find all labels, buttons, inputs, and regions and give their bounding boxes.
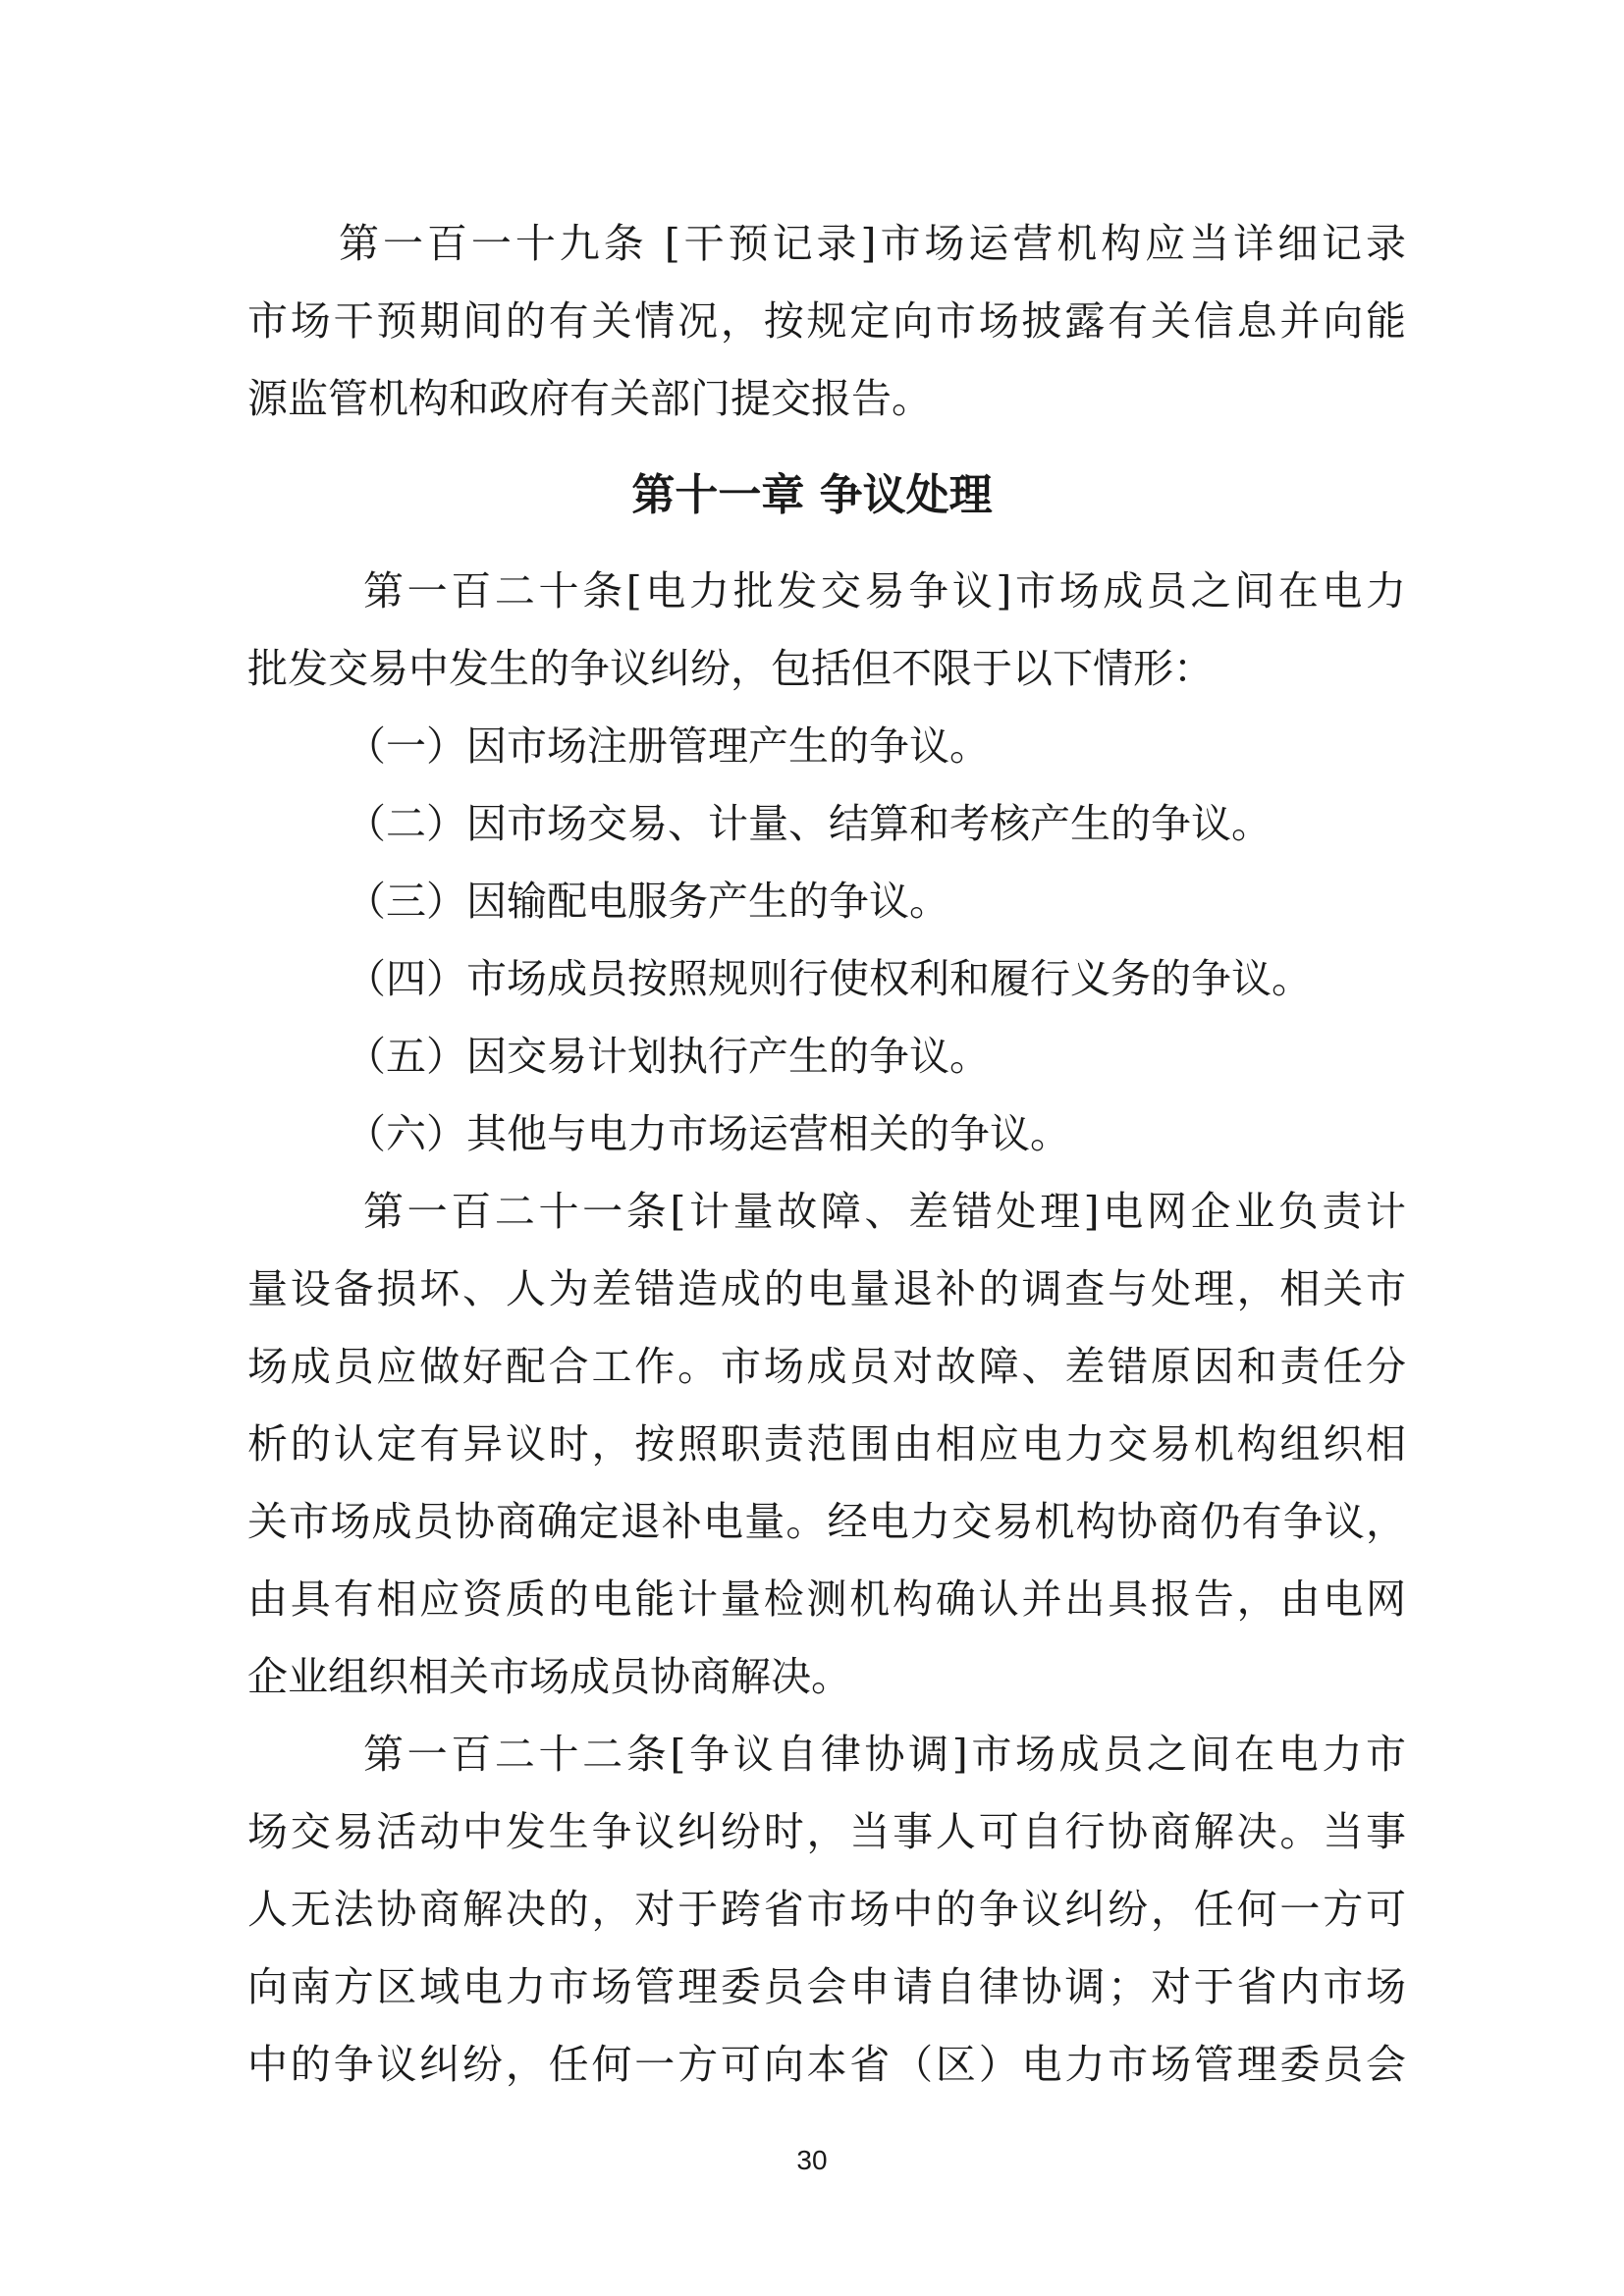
article-121-line-6: 由具有相应资质的电能计量检测机构确认并出具报告，由电网 [247,1575,1406,1623]
chapter-heading: 第十一章 争议处理 [631,470,993,520]
article-122-line-1: 第一百二十二条[争议自律协调]市场成员之间在电力市 [363,1731,1406,1778]
article-119-line-2: 市场干预期间的有关情况，按规定向市场披露有关信息并向能 [247,297,1406,345]
article-122-line-4: 向南方区域电力市场管理委员会申请自律协调；对于省内市场 [247,1963,1406,2010]
article-120-item-1: （一）因市场注册管理产生的争议。 [346,722,990,770]
article-120-item-5: （五）因交易计划执行产生的争议。 [346,1033,990,1080]
article-121-line-3: 场成员应做好配合工作。市场成员对故障、差错原因和责任分 [247,1343,1406,1390]
article-122-line-5: 中的争议纠纷，任何一方可向本省（区）电力市场管理委员会 [247,2041,1406,2088]
page-number: 30 [796,2145,828,2175]
article-122-line-3: 人无法协商解决的，对于跨省市场中的争议纠纷，任何一方可 [247,1886,1406,1933]
article-121-line-4: 析的认定有异议时，按照职责范围由相应电力交易机构组织相 [247,1420,1406,1468]
article-121-line-2: 量设备损坏、人为差错造成的电量退补的调查与处理，相关市 [247,1265,1406,1312]
article-121-line-1: 第一百二十一条[计量故障、差错处理]电网企业负责计 [363,1188,1406,1235]
article-120-item-2: （二）因市场交易、计量、结算和考核产生的争议。 [346,800,1272,847]
article-119-line-3: 源监管机构和政府有关部门提交报告。 [247,375,932,422]
article-121-line-5: 关市场成员协商确定退补电量。经电力交易机构协商仍有争议， [247,1498,1406,1545]
article-120-line-2: 批发交易中发生的争议纠纷，包括但不限于以下情形： [247,645,1214,692]
article-121-line-7: 企业组织相关市场成员协商解决。 [247,1653,851,1700]
article-119-line-1: 第一百一十九条 [干预记录]市场运营机构应当详细记录 [339,220,1406,267]
article-120-item-3: （三）因输配电服务产生的争议。 [346,878,949,925]
article-122-line-2: 场交易活动中发生争议纠纷时，当事人可自行协商解决。当事 [247,1808,1406,1855]
article-120-item-4: （四）市场成员按照规则行使权利和履行义务的争议。 [346,955,1312,1002]
article-120-item-6: （六）其他与电力市场运营相关的争议。 [346,1110,1070,1157]
article-120-line-1: 第一百二十条[电力批发交易争议]市场成员之间在电力 [363,567,1406,614]
